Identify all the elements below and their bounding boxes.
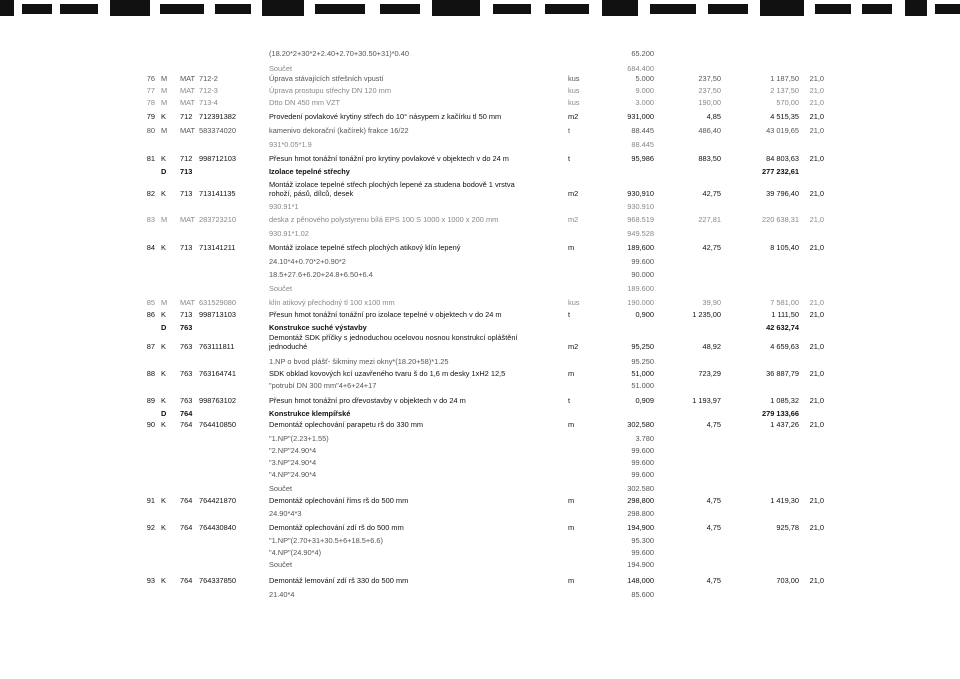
item-total: 220 638,31 [762, 215, 799, 224]
item-category: MAT [180, 126, 196, 135]
item-quantity: 95.300 [631, 536, 654, 545]
table-row [0, 180, 960, 198]
item-description: Dtto DN 450 mm VZT [269, 98, 341, 107]
item-code: 712-2 [199, 74, 218, 83]
table-row [0, 141, 960, 152]
table-row [0, 127, 960, 138]
table-row [0, 497, 960, 508]
item-code: 713-4 [199, 98, 218, 107]
item-description: 24.90*4*3 [269, 509, 302, 518]
item-unit: m2 [568, 215, 579, 224]
item-description: 18.5+27.6+6.20+24.8+6.50+6.4 [269, 270, 373, 279]
table-row [0, 485, 960, 496]
table-row [0, 50, 960, 61]
item-unit: kus [568, 86, 580, 95]
table-row [0, 155, 960, 166]
item-quantity: 99.600 [631, 446, 654, 455]
table-row [0, 537, 960, 548]
item-quantity: 930.910 [627, 202, 654, 211]
item-number: 90 [146, 420, 155, 429]
item-number: 78 [146, 98, 155, 107]
table-row [0, 397, 960, 408]
item-number: 83 [146, 215, 155, 224]
table-row [0, 271, 960, 282]
item-quantity: 95,250 [631, 342, 654, 351]
item-description: SDK obklad kovových kcí uzavřeného tvaru š do 1,6 m desky 1xH2 12,5 [269, 369, 506, 378]
item-total: 4 659,63 [770, 342, 799, 351]
item-description: 1.NP o bvod plášť- šikminy mezi okny*(18.20+58)*1.25 [269, 357, 449, 366]
item-unit-price: 4,75 [706, 576, 721, 585]
table-row [0, 549, 960, 560]
item-category: 713 [180, 310, 193, 319]
item-vat-rate: 21,0 [809, 496, 824, 505]
item-quantity: 298,800 [627, 496, 654, 505]
item-code: 764410850 [199, 420, 236, 429]
item-unit: m [568, 243, 575, 252]
item-total: 39 796,40 [766, 189, 799, 198]
table-row [0, 459, 960, 470]
item-code: 998712103 [199, 154, 236, 163]
item-category: MAT [180, 98, 196, 107]
item-quantity: 95,986 [631, 154, 654, 163]
table-row [0, 203, 960, 214]
item-type: M [161, 74, 168, 83]
item-unit-price: 4,75 [706, 420, 721, 429]
item-description: "potrubí DN 300 mm"4+6+24+17 [269, 381, 377, 390]
item-code: 713141211 [199, 243, 236, 252]
item-category: 763 [180, 369, 193, 378]
item-total: 277 232,61 [762, 167, 799, 176]
item-type: M [161, 298, 168, 307]
item-description: Součet [269, 484, 293, 493]
item-quantity: 298.800 [627, 509, 654, 518]
item-unit: m2 [568, 112, 579, 121]
item-vat-rate: 21,0 [809, 298, 824, 307]
item-category: 763 [180, 396, 193, 405]
item-description: 930.91*1.02 [269, 229, 309, 238]
item-number: 92 [146, 523, 155, 532]
item-quantity: 65.200 [631, 49, 654, 58]
item-type: D [161, 409, 167, 418]
item-total: 43 019,65 [766, 126, 799, 135]
item-code: 764430840 [199, 523, 236, 532]
item-type: K [161, 576, 166, 585]
item-total: 42 632,74 [766, 323, 799, 332]
item-quantity: 189.600 [627, 284, 654, 293]
table-row [0, 591, 960, 602]
item-description: Demontáž oplechování zdí rš do 500 mm [269, 523, 404, 532]
item-vat-rate: 21,0 [809, 420, 824, 429]
item-quantity: 0,900 [635, 310, 654, 319]
item-category: 713 [180, 189, 193, 198]
item-unit: kus [568, 98, 580, 107]
item-quantity: 968.519 [627, 215, 654, 224]
item-unit-price: 723,29 [698, 369, 721, 378]
item-unit: m [568, 420, 575, 429]
item-number: 76 [146, 74, 155, 83]
item-unit-price: 42,75 [702, 189, 721, 198]
item-vat-rate: 21,0 [809, 189, 824, 198]
item-unit-price: 237,50 [698, 74, 721, 83]
item-quantity: 148,000 [627, 576, 654, 585]
table-row [0, 370, 960, 381]
item-description: 931*0.05*1.9 [269, 140, 312, 149]
item-unit: m2 [568, 189, 579, 198]
item-unit-price: 227,81 [698, 215, 721, 224]
item-description: "1.NP"(2.23+1.55) [269, 434, 329, 443]
item-category: 712 [180, 154, 193, 163]
item-type: K [161, 342, 166, 351]
item-unit: m [568, 496, 575, 505]
item-code: 998763102 [199, 396, 236, 405]
item-category: 764 [180, 409, 193, 418]
item-unit-price: 4,75 [706, 496, 721, 505]
item-description: "2.NP"24.90*4 [269, 446, 317, 455]
item-code: 713141135 [199, 189, 236, 198]
item-type: K [161, 243, 166, 252]
item-unit: m [568, 369, 575, 378]
item-unit-price: 48,92 [702, 342, 721, 351]
item-number: 87 [146, 342, 155, 351]
item-unit-price: 190,00 [698, 98, 721, 107]
item-category: 713 [180, 243, 193, 252]
item-unit-price: 42,75 [702, 243, 721, 252]
item-description: (18.20*2+30*2+2.40+2.70+30.50+31)*0.40 [269, 49, 409, 58]
item-description: 24.10*4+0.70*2+0.90*2 [269, 257, 346, 266]
item-total: 570,00 [776, 98, 799, 107]
item-quantity: 85.600 [631, 590, 654, 599]
table-row [0, 471, 960, 482]
item-vat-rate: 21,0 [809, 396, 824, 405]
table-row [0, 216, 960, 227]
table-row [0, 358, 960, 369]
item-unit-price: 237,50 [698, 86, 721, 95]
item-unit: t [568, 154, 571, 163]
item-type: K [161, 310, 166, 319]
item-quantity: 194,900 [627, 523, 654, 532]
item-description: Úprava stávajících střešních vpustí [269, 74, 384, 83]
item-category: 712 [180, 112, 193, 121]
item-unit: m [568, 523, 575, 532]
item-vat-rate: 21,0 [809, 98, 824, 107]
item-code: 763164741 [199, 369, 236, 378]
item-unit-price: 4,75 [706, 523, 721, 532]
item-description: klín atikový přechodný tl 100 x100 mm [269, 298, 395, 307]
item-total: 1 085,32 [770, 396, 799, 405]
item-unit-price: 4,85 [706, 112, 721, 121]
table-row [0, 421, 960, 432]
item-type: K [161, 420, 166, 429]
item-description: Součet [269, 284, 293, 293]
item-description: Demontáž lemování zdí rš 330 do 500 mm [269, 576, 409, 585]
item-type: K [161, 154, 166, 163]
item-quantity: 88.445 [631, 126, 654, 135]
item-description: Součet [269, 560, 293, 569]
item-description: Montáž izolace tepelné střech plochých lepené za studena bodově 1 vrstva rohoží, pásů, dílců, desek [269, 180, 515, 198]
table-row [0, 258, 960, 269]
item-number: 84 [146, 243, 155, 252]
item-category: 763 [180, 323, 193, 332]
item-total: 1 111,50 [771, 310, 799, 319]
item-vat-rate: 21,0 [809, 576, 824, 585]
item-category: 713 [180, 167, 193, 176]
item-type: K [161, 189, 166, 198]
item-description: Demontáž oplechování parapetu rš do 330 mm [269, 420, 424, 429]
item-total: 7 581,00 [770, 298, 799, 307]
item-number: 89 [146, 396, 155, 405]
item-quantity: 51.000 [631, 381, 654, 390]
item-vat-rate: 21,0 [809, 310, 824, 319]
table-row [0, 447, 960, 458]
item-code: 631529080 [199, 298, 236, 307]
table-row [0, 285, 960, 296]
item-type: K [161, 112, 166, 121]
item-total: 1 437,26 [770, 420, 799, 429]
item-quantity: 90.000 [631, 270, 654, 279]
item-description: "4.NP"(24.90*4) [269, 548, 322, 557]
item-quantity: 51,000 [631, 369, 654, 378]
item-quantity: 99.600 [631, 548, 654, 557]
item-code: 764421870 [199, 496, 236, 505]
item-total: 703,00 [776, 576, 799, 585]
item-quantity: 194.900 [627, 560, 654, 569]
table-row [0, 435, 960, 446]
item-unit-price: 486,40 [698, 126, 721, 135]
item-category: MAT [180, 74, 196, 83]
table-row [0, 510, 960, 521]
item-description: Demontáž SDK příčky s jednoduchou ocelovou nosnou konstrukcí opláštění jednoduché [269, 333, 518, 351]
table-row [0, 168, 960, 179]
item-quantity: 190.000 [627, 298, 654, 307]
item-unit-price: 1 235,00 [692, 310, 721, 319]
item-description: deska z pěnového polystyrenu bílá EPS 100 S 1000 x 1000 x 200 mm [269, 215, 499, 224]
table-row [0, 244, 960, 255]
table-row [0, 382, 960, 393]
table-row [0, 99, 960, 110]
item-total: 84 803,63 [766, 154, 799, 163]
item-number: 81 [146, 154, 155, 163]
item-unit: kus [568, 74, 580, 83]
item-type: M [161, 126, 168, 135]
item-type: M [161, 86, 168, 95]
item-vat-rate: 21,0 [809, 243, 824, 252]
item-quantity: 99.600 [631, 458, 654, 467]
item-description: Přesun hmot tonážní tonážní pro krytiny povlakové v objektech v do 24 m [269, 154, 509, 163]
item-number: 91 [146, 496, 155, 505]
item-quantity: 95.250 [631, 357, 654, 366]
item-description: "3.NP"24.90*4 [269, 458, 317, 467]
item-unit: kus [568, 298, 580, 307]
item-quantity: 88.445 [631, 140, 654, 149]
item-category: MAT [180, 215, 196, 224]
item-total: 36 887,79 [766, 369, 799, 378]
item-vat-rate: 21,0 [809, 112, 824, 121]
item-description: 21.40*4 [269, 590, 295, 599]
item-unit: m [568, 576, 575, 585]
item-description: Přesun hmot tonážní pro dřevostavby v objektech v do 24 m [269, 396, 466, 405]
item-category: 764 [180, 420, 193, 429]
item-description: Izolace tepelné střechy [269, 167, 350, 176]
item-code: 583374020 [199, 126, 236, 135]
item-unit: m2 [568, 342, 579, 351]
item-type: M [161, 98, 168, 107]
item-quantity: 930,910 [627, 189, 654, 198]
item-vat-rate: 21,0 [809, 523, 824, 532]
item-unit-price: 883,50 [698, 154, 721, 163]
item-quantity: 99.600 [631, 470, 654, 479]
item-number: 80 [146, 126, 155, 135]
item-unit-price: 1 193,97 [692, 396, 721, 405]
item-vat-rate: 21,0 [809, 86, 824, 95]
item-type: D [161, 167, 167, 176]
item-total: 8 105,40 [770, 243, 799, 252]
item-vat-rate: 21,0 [809, 154, 824, 163]
item-category: 763 [180, 342, 193, 351]
item-number: 88 [146, 369, 155, 378]
item-description: 930.91*1 [269, 202, 299, 211]
item-number: 93 [146, 576, 155, 585]
item-quantity: 3.780 [635, 434, 654, 443]
item-quantity: 0,909 [635, 396, 654, 405]
item-number: 79 [146, 112, 155, 121]
item-unit: t [568, 396, 571, 405]
item-code: 712391382 [199, 112, 236, 121]
item-quantity: 99.600 [631, 257, 654, 266]
item-total: 1 187,50 [770, 74, 799, 83]
item-quantity: 302,580 [627, 420, 654, 429]
item-vat-rate: 21,0 [809, 369, 824, 378]
item-number: 86 [146, 310, 155, 319]
scan-top-edge-marks [0, 0, 960, 18]
item-code: 712-3 [199, 86, 218, 95]
table-row [0, 311, 960, 322]
item-description: Přesun hmot tonážní tonážní pro izolace tepelné v objektech v do 24 m [269, 310, 502, 319]
table-row [0, 577, 960, 588]
item-description: Součet [269, 64, 293, 73]
item-code: 283723210 [199, 215, 236, 224]
item-vat-rate: 21,0 [809, 74, 824, 83]
item-quantity: 684.400 [627, 64, 654, 73]
item-quantity: 3.000 [635, 98, 654, 107]
item-code: 763111811 [199, 342, 235, 351]
item-unit-price: 39,90 [702, 298, 721, 307]
item-total: 2 137,50 [770, 86, 799, 95]
item-vat-rate: 21,0 [809, 215, 824, 224]
table-row [0, 561, 960, 572]
item-description: Provedení povlakové krytiny střech do 10° násypem z kačírku tl 50 mm [269, 112, 502, 121]
table-row [0, 75, 960, 86]
item-description: "4.NP"24.90*4 [269, 470, 317, 479]
item-category: 764 [180, 496, 193, 505]
item-category: MAT [180, 298, 196, 307]
item-unit: t [568, 126, 571, 135]
item-quantity: 9.000 [635, 86, 654, 95]
item-total: 925,78 [776, 523, 799, 532]
table-row [0, 333, 960, 351]
item-quantity: 189,600 [627, 243, 654, 252]
item-total: 279 133,66 [762, 409, 799, 418]
item-quantity: 302.580 [627, 484, 654, 493]
item-number: 77 [146, 86, 155, 95]
item-description: kamenivo dekorační (kačírek) frakce 16/22 [269, 126, 409, 135]
item-total: 4 515,35 [770, 112, 799, 121]
item-type: D [161, 323, 167, 332]
item-unit: t [568, 310, 571, 319]
item-description: "1.NP"(2.70+31+30.5+6+18.5+6.6) [269, 536, 383, 545]
item-type: K [161, 369, 166, 378]
item-type: M [161, 215, 168, 224]
item-quantity: 931,000 [627, 112, 654, 121]
table-row [0, 230, 960, 241]
item-type: K [161, 523, 166, 532]
table-row [0, 299, 960, 310]
item-category: 764 [180, 576, 193, 585]
item-number: 82 [146, 189, 155, 198]
item-vat-rate: 21,0 [809, 126, 824, 135]
table-row [0, 524, 960, 535]
item-description: Konstrukce klempířské [269, 409, 351, 418]
item-number: 85 [146, 298, 155, 307]
item-description: Montáž izolace tepelné střech plochých atikový klín lepený [269, 243, 461, 252]
table-row [0, 87, 960, 98]
item-type: K [161, 496, 166, 505]
item-quantity: 949.528 [627, 229, 654, 238]
item-category: 764 [180, 523, 193, 532]
item-description: Úprava prostupu střechy DN 120 mm [269, 86, 391, 95]
table-row [0, 113, 960, 124]
item-category: MAT [180, 86, 196, 95]
item-total: 1 419,30 [770, 496, 799, 505]
item-description: Demontáž oplechování říms rš do 500 mm [269, 496, 409, 505]
item-code: 764337850 [199, 576, 236, 585]
item-type: K [161, 396, 166, 405]
item-quantity: 5.000 [635, 74, 654, 83]
item-vat-rate: 21,0 [809, 342, 824, 351]
item-code: 998713103 [199, 310, 236, 319]
item-description: Konstrukce suché výstavby [269, 323, 367, 332]
